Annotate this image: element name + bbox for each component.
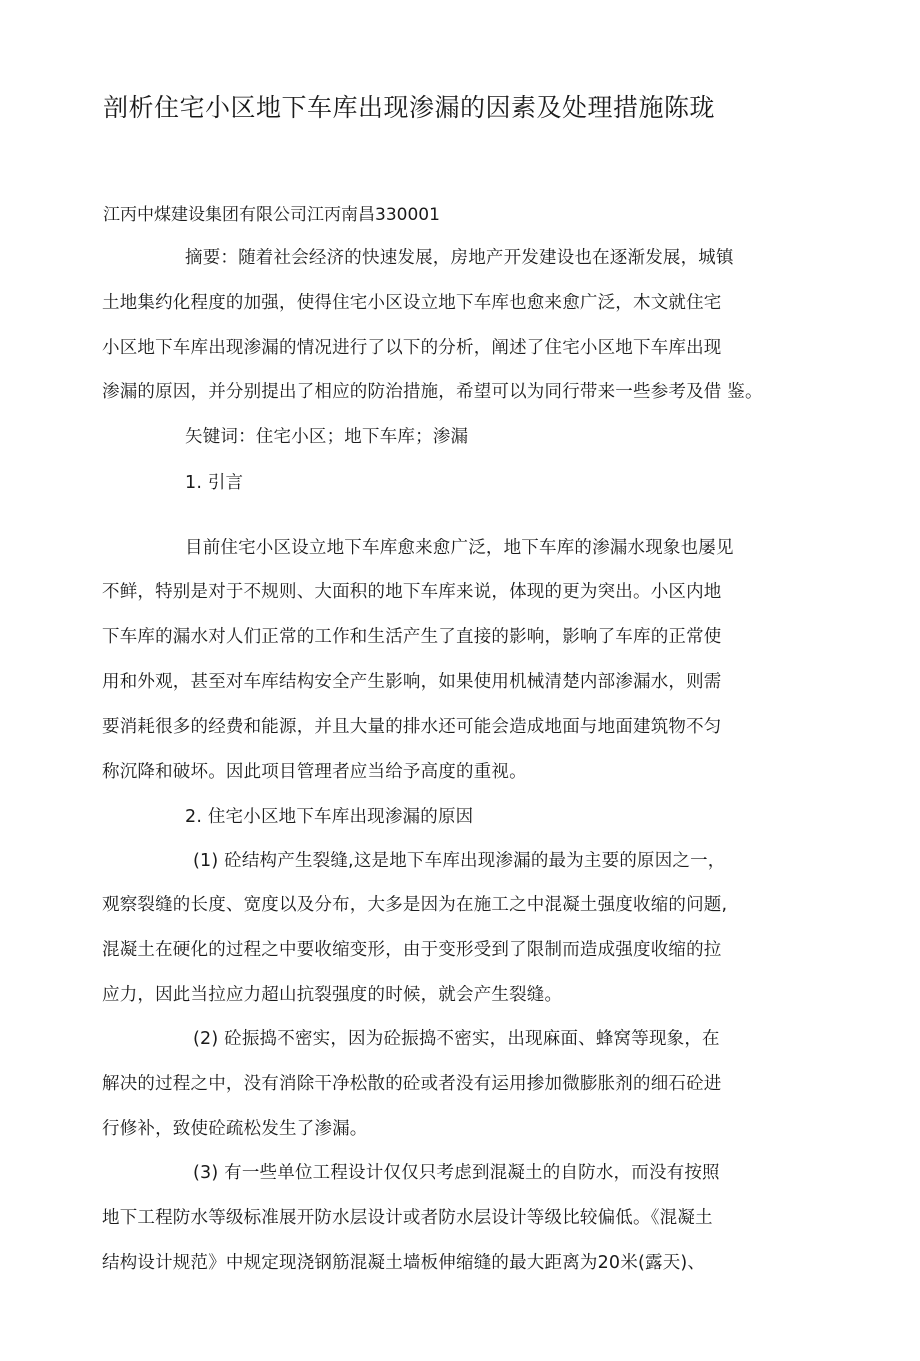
list-item-line: 行修补，致使砼疏松发生了渗漏。 <box>102 1119 368 1139</box>
abstract-line: 摘要：随着社会经济的快速发展，房地产开发建设也在逐渐发展，城镇 <box>185 248 734 268</box>
paragraph-line: 用和外观，甚至对车库结构安全产生影响，如果使用机械清楚内部渗漏水，则需 <box>102 672 722 692</box>
paragraph-line: 下车库的漏水对人们正常的工作和生活产生了直接的影响，影响了车库的正常使 <box>102 627 722 647</box>
list-item-line: 应力，因此当拉应力超山抗裂强度的时候，就会产生裂缝。 <box>102 985 563 1005</box>
author-affiliation: 江丙中煤建设集团有限公司江丙南昌330001 <box>103 205 440 225</box>
list-item-line: 观察裂缝的长度、宽度以及分布，大多是因为在施工之中混凝土强度收缩的问题, <box>102 895 728 915</box>
document-title: 剖析住宅小区地下车库出现渗漏的因素及处理措施陈珑 <box>103 93 716 122</box>
paragraph-line: 不鲜，特别是对于不规则、大面积的地下车库来说，体现的更为突出。小区内地 <box>102 582 722 602</box>
abstract-line: 土地集约化程度的加强，使得住宅小区设立地下车库也愈来愈广泛，木文就住宅 <box>102 293 722 313</box>
list-item-line: 结构设计规范》中规定现浇钢筋混凝土墙板伸缩缝的最大距离为20米(露天)、 <box>102 1253 706 1273</box>
paragraph-line: 要消耗很多的经费和能源，并且大量的排水还可能会造成地面与地面建筑物不匀 <box>102 717 722 737</box>
list-item-line: 地下工程防水等级标准展开防水层设计或者防水层设计等级比较偏低。《混凝土 <box>102 1208 713 1228</box>
section-heading-causes: 2. 住宅小区地下车库出现渗漏的原因 <box>185 807 474 827</box>
paragraph-line: 目前住宅小区设立地下车库愈来愈广泛，地下车库的渗漏水现象也屡见 <box>185 538 734 558</box>
list-item-line: (2) 砼振捣不密实，因为砼振捣不密实，出现麻面、蜂窝等现象，在 <box>193 1029 720 1049</box>
paragraph-line: 称沉降和破坏。因此项目管理者应当给予高度的重视。 <box>102 762 527 782</box>
abstract-line: 渗漏的原因，并分别提出了相应的防治措施，希望可以为同行带来一些参考及借 鉴。 <box>102 382 763 402</box>
list-item-line: (3) 有一些单位工程设计仅仅只考虑到混凝土的自防水，而没有按照 <box>193 1163 720 1183</box>
list-item-line: (1) 砼结构产生裂缝,这是地下车库出现渗漏的最为主要的原因之一， <box>193 851 726 871</box>
keywords: 矢键词：住宅小区；地下车库；渗漏 <box>185 427 469 447</box>
section-heading-introduction: 1. 引言 <box>185 473 244 493</box>
list-item-line: 解决的过程之中，没有消除干净松散的砼或者没有运用掺加微膨胀剂的细石砼进 <box>102 1074 722 1094</box>
abstract-line: 小区地下车库出现渗漏的情况进行了以下的分析，阐述了住宅小区地下车库出现 <box>102 338 722 358</box>
list-item-line: 混凝土在硬化的过程之中要收缩变形，由于变形受到了限制而造成强度收缩的拉 <box>102 940 722 960</box>
